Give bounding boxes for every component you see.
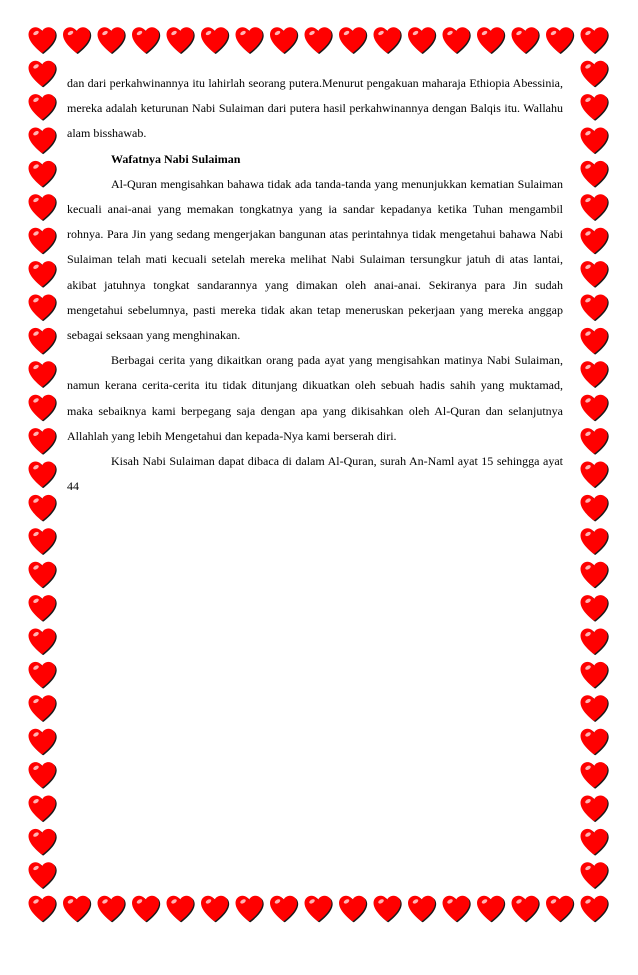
heart-icon <box>581 295 609 322</box>
heart-icon <box>29 295 57 322</box>
heart-icon <box>512 27 540 54</box>
heart-icon <box>29 829 57 856</box>
heart-icon <box>29 729 57 756</box>
heart-icon <box>581 762 609 789</box>
heart-icon <box>581 462 609 489</box>
heart-icon <box>132 896 160 923</box>
heart-icon <box>132 27 160 54</box>
heart-icon <box>581 128 609 155</box>
heart-icon <box>546 896 574 923</box>
heart-icon <box>581 361 609 388</box>
heart-icon <box>581 796 609 823</box>
heart-icon <box>236 27 264 54</box>
heart-icon <box>443 27 471 54</box>
heart-icon <box>29 61 57 88</box>
heart-icon <box>581 194 609 221</box>
heart-icon <box>581 61 609 88</box>
heart-icon <box>581 695 609 722</box>
heart-icon <box>29 862 57 889</box>
heart-icon <box>581 395 609 422</box>
heart-icon <box>29 261 57 288</box>
heart-icon <box>29 595 57 622</box>
heart-icon <box>29 428 57 455</box>
heart-icon <box>29 796 57 823</box>
heart-icon <box>581 261 609 288</box>
heart-icon <box>98 896 126 923</box>
heart-icon <box>581 829 609 856</box>
heart-icon <box>581 896 609 923</box>
heart-icon <box>581 629 609 656</box>
heart-icon <box>408 27 436 54</box>
heart-icon <box>581 161 609 188</box>
heart-icon <box>63 27 91 54</box>
heart-icon <box>512 896 540 923</box>
heart-icon <box>29 328 57 355</box>
heart-icon <box>236 896 264 923</box>
heart-icon <box>270 27 298 54</box>
heart-icon <box>29 194 57 221</box>
heart-icon <box>408 896 436 923</box>
heart-icon <box>29 361 57 388</box>
paragraph: Kisah Nabi Sulaiman dapat dibaca di dalam Al-Quran, surah An-Naml ayat 15 sehingga ayat 44 <box>67 454 563 494</box>
heart-icon <box>29 395 57 422</box>
heart-icon <box>167 27 195 54</box>
heart-icon <box>29 528 57 555</box>
heart-icon <box>29 562 57 589</box>
heart-icon <box>29 495 57 522</box>
heart-icon <box>29 128 57 155</box>
heart-icon <box>581 562 609 589</box>
heart-icon <box>374 896 402 923</box>
heart-icon <box>374 27 402 54</box>
heart-icon <box>581 495 609 522</box>
heart-icon <box>270 896 298 923</box>
heart-icon <box>443 896 471 923</box>
heart-icon <box>581 428 609 455</box>
heart-icon <box>29 662 57 689</box>
heart-icon <box>29 228 57 255</box>
heart-icon <box>581 595 609 622</box>
heart-icon <box>581 528 609 555</box>
paragraph: dan dari perkahwinannya itu lahirlah seorang putera.Menurut pengakuan maharaja Ethiopia Abessinia, mereka adalah keturunan Nabi Sulaiman dari putera hasil perkahwinannya dengan Balqis itu. Wallahu alam bisshawab. <box>67 76 563 141</box>
heart-icon <box>98 27 126 54</box>
section-heading: Wafatnya Nabi Sulaiman <box>111 151 241 166</box>
heart-icon <box>477 27 505 54</box>
heart-icon <box>29 762 57 789</box>
heart-icon <box>581 328 609 355</box>
heart-icon <box>29 695 57 722</box>
heart-icon <box>581 228 609 255</box>
heart-icon <box>29 27 57 54</box>
heart-icon <box>63 896 91 923</box>
heart-icon <box>581 662 609 689</box>
heart-icon <box>167 896 195 923</box>
heart-icon <box>29 629 57 656</box>
heart-icon <box>581 862 609 889</box>
heart-icon <box>339 896 367 923</box>
heart-icon <box>29 896 57 923</box>
paragraph: Al-Quran mengisahkan bahawa tidak ada tanda-tanda yang menunjukkan kematian Sulaiman kecuali anai-anai yang memakan tongkatnya yang ia sandar kepadanya ketika Tuhan mengambil rohnya. Para Jin yang sedang mengerjakan bangunan atas perintahnya tidak mengetahui bahawa Nabi Sulaiman telah mati kecuali setelah mereka melihat Nabi Sulaiman tersungkur jatuh di atas lantai, akibat jatuhnya tongkat sandarannya yang dimakan oleh anai-anai. Sekiranya para Jin sudah mengetahui sebelumnya, pasti mereka tidak akan tetap meneruskan pekerjaan yang mereka anggap sebagai seksaan yang menghinakan. <box>67 176 563 343</box>
heart-icon <box>581 94 609 121</box>
heart-icon <box>305 896 333 923</box>
heart-icon <box>201 896 229 923</box>
heart-icon <box>29 94 57 121</box>
heart-icon <box>29 161 57 188</box>
heart-icon <box>546 27 574 54</box>
heart-icon <box>581 27 609 54</box>
paragraph: Berbagai cerita yang dikaitkan orang pada ayat yang mengisahkan matinya Nabi Sulaiman, namun kerana cerita-cerita itu tidak ditunjang dikuatkan oleh sebuah hadis sahih yang muktamad, maka sebaiknya kami berpegang saja dengan apa yang dikisahkan oleh Al-Quran dan selanjutnya Allahlah yang lebih Mengetahui dan kepada-Nya kami berserah diri. <box>67 353 563 443</box>
heart-icon <box>305 27 333 54</box>
heart-icon <box>477 896 505 923</box>
heart-icon <box>29 462 57 489</box>
heart-icon <box>339 27 367 54</box>
heart-icon <box>581 729 609 756</box>
document-body <box>67 71 563 499</box>
heart-icon <box>201 27 229 54</box>
